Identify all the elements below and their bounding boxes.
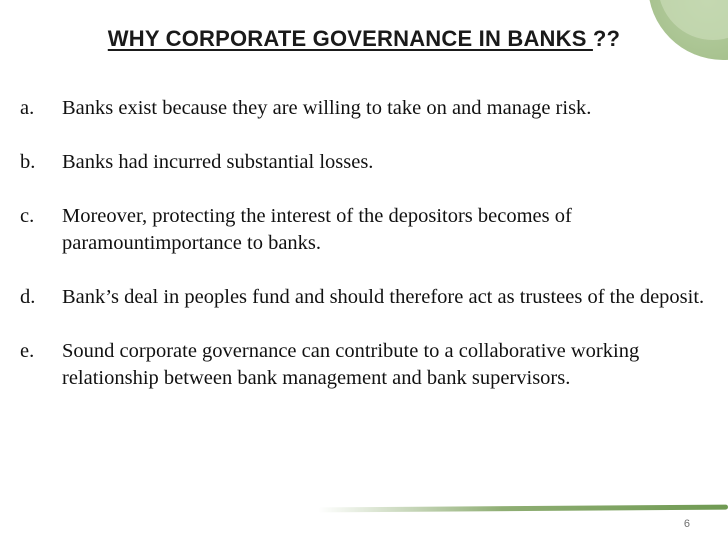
list-item-marker: d.	[20, 286, 36, 308]
list-item	[20, 338, 710, 392]
list-item-text: Banks had incurred substantial losses.	[62, 151, 374, 173]
list-item	[20, 203, 710, 257]
slide-title-main: WHY CORPORATE GOVERNANCE IN BANKS	[107, 26, 593, 51]
list-item-text: Sound corporate governance can contribute to a collaborative working relationship between bank management and bank supervisors.	[62, 340, 640, 389]
list-item-text: Bank’s deal in peoples fund and should therefore act as trustees of the deposit.	[62, 286, 705, 308]
list-item	[20, 95, 710, 122]
list-item-text: Moreover, protecting the interest of the depositors becomes of paramountimportance to banks.	[62, 205, 572, 254]
list-item	[20, 149, 710, 176]
list-item	[20, 284, 710, 311]
slide-title-suffix: ??	[592, 26, 621, 51]
footer-divider	[318, 505, 728, 513]
list-item-marker: e.	[20, 340, 35, 362]
list-item-text: Banks exist because they are willing to take on and manage risk.	[62, 97, 592, 119]
list-item-marker: a.	[20, 97, 35, 119]
list-item-marker: b.	[20, 151, 36, 173]
slide-title	[0, 26, 728, 52]
bullet-list	[20, 95, 710, 419]
page-number: 6	[683, 518, 690, 530]
list-item-marker: c.	[20, 205, 35, 227]
